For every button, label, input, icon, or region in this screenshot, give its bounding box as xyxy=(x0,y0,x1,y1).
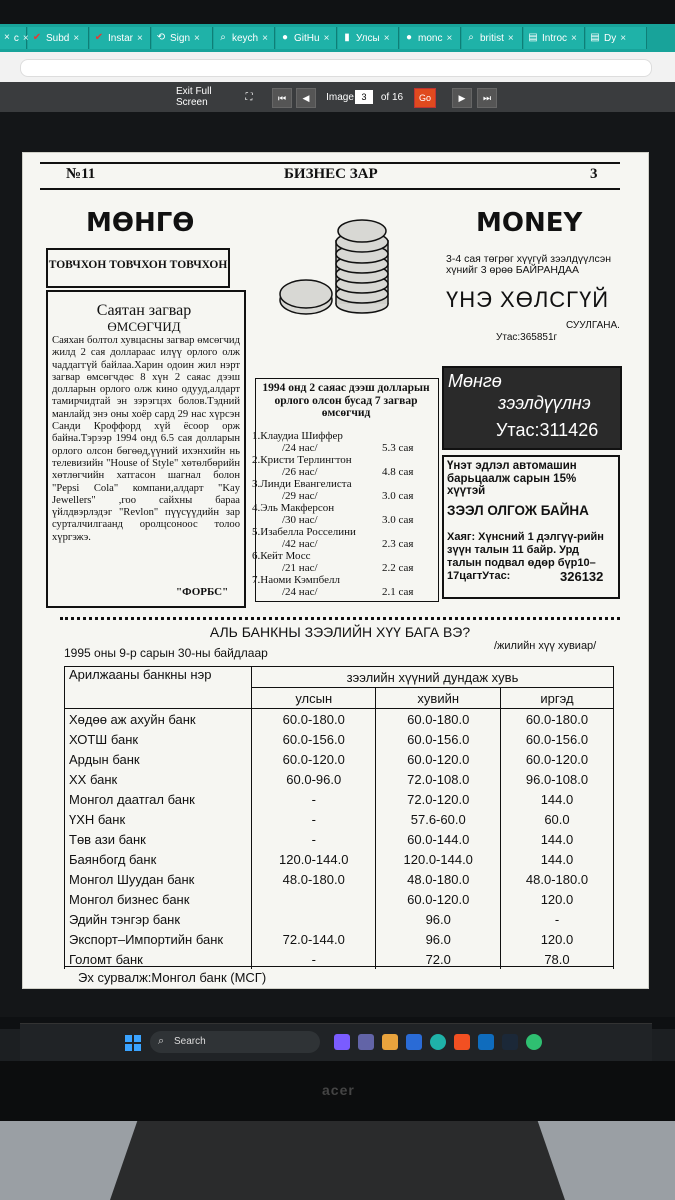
ad1-headline: ҮНЭ ХӨЛСГҮЙ xyxy=(446,287,610,312)
rate-cell: 120.0-144.0 xyxy=(252,849,376,869)
last-page-button[interactable]: ⏭ xyxy=(477,88,497,108)
browser-tab[interactable] xyxy=(524,27,585,49)
bank-table-date: 1995 оны 9-р сарын 30-ны байдлаар xyxy=(64,646,268,660)
ad3-address: Хаяг: Хүнсний 1 дэлгүү-рийн зүүн талын 11 байр. Урд талын подвал өдөр бүр10–17цагтУтас: xyxy=(447,531,604,582)
model-income: 2.2 сая xyxy=(382,562,414,574)
model-income: 3.0 сая xyxy=(382,514,414,526)
rate-cell: 144.0 xyxy=(500,789,613,809)
rate-cell: 60.0 xyxy=(500,809,613,829)
image-number-input[interactable]: 3 xyxy=(355,90,373,104)
table-row xyxy=(65,869,614,889)
tab-close-icon[interactable]: × xyxy=(446,32,453,44)
banner-box xyxy=(46,248,230,288)
ad2-line2: зээлдүүлнэ xyxy=(498,393,591,413)
tab-label: britist xyxy=(480,32,504,44)
address-bar[interactable] xyxy=(20,59,652,77)
image-count-label: of 16 xyxy=(380,91,404,103)
bank-name-cell: Баянбогд банк xyxy=(65,849,252,869)
taskbar-search-box[interactable]: Search xyxy=(150,1031,320,1053)
model-income: 5.3 сая xyxy=(382,442,414,454)
ad1-text: 3-4 сая төгрөг хүүгүй зээлдүүлсэн хүнийг 3 өрөө БАЙРАНДАА xyxy=(446,253,612,276)
bank-table-title: АЛЬ БАНКНЫ ЗЭЭЛИЙН ХҮҮ БАГА ВЭ? xyxy=(209,624,471,640)
model-age: /24 нас/ xyxy=(282,586,318,598)
table-header-row xyxy=(65,667,614,688)
ad3-box xyxy=(442,455,620,599)
model-income: 4.8 сая xyxy=(382,466,414,478)
model-age: /42 нас/ xyxy=(282,538,318,550)
table-bottom-rule xyxy=(64,966,614,967)
model-name: 5.Изабелла Росселини xyxy=(252,526,356,538)
ad2-box xyxy=(442,366,622,450)
bank-rates-table xyxy=(64,666,614,969)
document-icon: ▤ xyxy=(528,32,538,43)
bank-name-cell: Эдийн тэнгэр банк xyxy=(65,909,252,929)
rate-cell: 120.0 xyxy=(500,929,613,949)
tab-label: GitHu xyxy=(294,32,320,44)
model-name: 6.Кейт Мосс xyxy=(252,550,311,562)
rate-cell: 60.0-156.0 xyxy=(376,729,500,749)
table-row xyxy=(65,769,614,789)
search-icon: ⌕ xyxy=(468,32,474,43)
file-explorer-icon[interactable] xyxy=(382,1034,398,1050)
bank-table-unit: /жилийн хүү хувиар/ xyxy=(494,640,597,652)
outlook-icon[interactable] xyxy=(478,1034,494,1050)
model-age: /30 нас/ xyxy=(282,514,318,526)
model-name: 4.Эль Макферсон xyxy=(252,502,335,514)
rate-cell: 72.0 xyxy=(376,949,500,969)
first-page-button[interactable]: ⏮ xyxy=(272,88,292,108)
rate-cell: 120.0-144.0 xyxy=(376,849,500,869)
model-age: /24 нас/ xyxy=(282,442,318,454)
rate-cell: 144.0 xyxy=(500,829,613,849)
rate-cell: 57.6-60.0 xyxy=(376,809,500,829)
rate-cell: 120.0 xyxy=(500,889,613,909)
rate-cell: - xyxy=(252,949,376,969)
rate-cell xyxy=(252,889,376,909)
issue-number: №11 xyxy=(66,166,96,182)
header-ulsyn: улсын xyxy=(252,688,376,709)
rate-cell: 48.0-180.0 xyxy=(252,869,376,889)
ad1-phone: Утас:365851г xyxy=(496,332,558,343)
tab-close-icon[interactable]: × xyxy=(22,32,29,44)
tab-label: Introc xyxy=(542,32,568,44)
rate-cell: 60.0-180.0 xyxy=(376,709,500,730)
article-body: Саяхан болтол хувцасны загвар өмсөгчид жилд 2 сая доллараас илүү орлого олж чаддаггүй байлаа.Харин одоин жил нэрт загвар өмсөгчдөс 8 хүн 2 саяас дээш долларын орлого олж кино одууд,алдарт тамирчидтай эн зэрэгцэх болов.Тэдний манлайд энэ оны хоёр сард 29 нас хүрсэн Санди Кроффорд хүй ёсоор орж байна.Тэрээр 1994 онд 6.5 сая долларын орлого олсон бөгөөд,үүний ихэнхийн нь телевизийн "House of Style" хөтөлбөрийн хөтлөгчийн хатгасон шагнал болон "Pepsi Cola" компани,алдарт "Kay Jewellers" ,гоо сайхны бараа үйлдвэрлэдэг "Revlon" пүүсүүдийн зар сурталчилгаанд оролцсоноос толоо хүргэжэ. xyxy=(52,335,240,543)
rate-cell: - xyxy=(252,789,376,809)
edge-icon[interactable] xyxy=(430,1034,446,1050)
tab-close-icon[interactable]: × xyxy=(262,32,268,44)
header-bank-name: Арилжааны банкны нэр xyxy=(65,667,252,709)
tab-close-icon[interactable]: × xyxy=(137,32,143,44)
office-icon[interactable] xyxy=(454,1034,470,1050)
bank-name-cell: Голомт банк xyxy=(65,949,252,969)
table-row xyxy=(65,709,614,730)
rate-cell: 72.0-144.0 xyxy=(252,929,376,949)
rate-cell: 96.0-108.0 xyxy=(500,769,613,789)
copilot-icon[interactable] xyxy=(334,1034,350,1050)
browser-tab[interactable] xyxy=(0,27,27,49)
teams-icon[interactable] xyxy=(358,1034,374,1050)
close-icon: × xyxy=(4,32,10,43)
tab-close-icon[interactable]: × xyxy=(73,32,80,44)
page-number: 3 xyxy=(590,166,598,182)
image-viewer-toolbar xyxy=(0,82,675,112)
rate-cell: 60.0-120.0 xyxy=(252,749,376,769)
title-money: MONEY xyxy=(476,208,583,238)
tab-label: keych xyxy=(232,32,259,44)
next-page-button[interactable]: ▶ xyxy=(452,88,472,108)
bank-name-cell: Экспорт–Импортийн банк xyxy=(65,929,252,949)
tab-label: Sign xyxy=(170,32,191,44)
section-divider xyxy=(60,617,620,620)
rate-cell: 144.0 xyxy=(500,849,613,869)
rate-cell: 60.0-180.0 xyxy=(252,709,376,730)
github-icon: ● xyxy=(405,32,413,43)
rate-cell: 60.0-120.0 xyxy=(376,889,500,909)
image-label: Image xyxy=(326,91,354,103)
model-name: 3.Линди Евангелиста xyxy=(252,478,352,490)
windows-start-icon[interactable] xyxy=(125,1035,141,1051)
tab-close-icon[interactable]: × xyxy=(507,32,514,44)
rate-cell: 48.0-180.0 xyxy=(376,869,500,889)
bank-name-cell: Монгол Шуудан банк xyxy=(65,869,252,889)
browser-tab-bar xyxy=(0,24,675,52)
browser-tab[interactable] xyxy=(586,27,647,49)
github-icon: ● xyxy=(281,32,289,43)
tab-label: Instar xyxy=(108,32,134,44)
model-income: 3.0 сая xyxy=(382,490,414,502)
browser-tab[interactable] xyxy=(400,27,461,49)
bookmark-icon: ▮ xyxy=(344,32,350,43)
bank-name-cell: ХХ банк xyxy=(65,769,252,789)
header-rule-bottom xyxy=(40,188,620,190)
model-income: 2.1 сая xyxy=(382,586,414,598)
rate-cell: 72.0-120.0 xyxy=(376,789,500,809)
bank-name-cell: Төв ази банк xyxy=(65,829,252,849)
table-row xyxy=(65,889,614,909)
go-button[interactable]: Go xyxy=(414,88,436,108)
table-row xyxy=(65,809,614,829)
article-title: Саятан загвар xyxy=(96,302,192,319)
steam-icon[interactable] xyxy=(502,1034,518,1050)
table-row xyxy=(65,929,614,949)
rate-cell: - xyxy=(252,809,376,829)
search-icon: ⌕ xyxy=(158,1035,165,1047)
model-name: 1.Клаудиа Шиффер xyxy=(252,430,343,442)
rate-cell: 60.0-96.0 xyxy=(252,769,376,789)
ad3-phone: 326132 xyxy=(560,569,604,584)
tab-label: Subd xyxy=(46,32,70,44)
browser-tab[interactable] xyxy=(214,27,275,49)
title-mongo: МӨНГӨ xyxy=(86,208,195,238)
article-source: "ФОРБС" xyxy=(176,586,229,598)
tab-label: c xyxy=(13,32,19,44)
ad3-text: Үнэт эдлэл автомашин барьцаалж сарын 15% хүүтэй xyxy=(447,460,577,497)
search-icon: ⌕ xyxy=(220,32,226,43)
rate-cell: 60.0-144.0 xyxy=(376,829,500,849)
model-income: 2.3 сая xyxy=(382,538,414,550)
table-row xyxy=(65,789,614,809)
header-rule-top xyxy=(40,162,620,164)
rate-cell: 60.0-180.0 xyxy=(500,709,613,730)
link-icon: ⟲ xyxy=(156,32,166,43)
browser-tab[interactable] xyxy=(90,27,151,49)
table-row xyxy=(65,729,614,749)
tab-label: monc xyxy=(418,32,443,44)
exit-full-screen-button[interactable]: Exit Full Screen xyxy=(176,86,212,108)
prev-page-button[interactable]: ◀ xyxy=(296,88,316,108)
bank-name-cell: Хөдөө аж ахуйн банк xyxy=(65,709,252,730)
rate-cell: 60.0-156.0 xyxy=(252,729,376,749)
bank-name-cell: Монгол бизнес банк xyxy=(65,889,252,909)
tab-close-icon[interactable]: × xyxy=(323,32,330,44)
model-age: /21 нас/ xyxy=(282,562,318,574)
tab-close-icon[interactable]: × xyxy=(194,32,200,44)
bank-name-cell: ҮХН банк xyxy=(65,809,252,829)
windows-taskbar xyxy=(20,1023,652,1062)
ad3-headline: ЗЭЭЛ ОЛГОЖ БАЙНА xyxy=(447,503,589,518)
rate-cell: 60.0-120.0 xyxy=(376,749,500,769)
tab-label: Улсы xyxy=(356,32,380,44)
browser-tab[interactable] xyxy=(28,27,89,49)
browser-toolbar xyxy=(0,52,675,83)
tab-close-icon[interactable]: × xyxy=(620,32,627,44)
ad2-phone: Утас:311426 xyxy=(496,420,599,440)
monitor-brand-logo: acer xyxy=(322,1082,355,1098)
header-khuviin: хувийн xyxy=(376,688,500,709)
document-icon: ▤ xyxy=(590,32,600,43)
coins-illustration-icon xyxy=(272,212,398,322)
bank-name-cell: ХОТШ банк xyxy=(65,729,252,749)
table-row xyxy=(65,909,614,929)
rate-cell xyxy=(252,909,376,929)
monitor-stand xyxy=(110,1121,565,1200)
article-subtitle: ӨМСӨГЧИД xyxy=(107,319,181,334)
checkmark-icon: ✔ xyxy=(94,32,104,43)
rate-cell: 60.0-120.0 xyxy=(500,749,613,769)
rate-cell: 48.0-180.0 xyxy=(500,869,613,889)
table-row xyxy=(65,849,614,869)
store-icon[interactable] xyxy=(406,1034,422,1050)
rate-cell: 96.0 xyxy=(376,909,500,929)
rate-cell: 96.0 xyxy=(376,929,500,949)
model-age: /26 нас/ xyxy=(282,466,318,478)
model-name: 2.Кристи Терлингтон xyxy=(252,454,352,466)
ad1-tail: СУУЛГАНА. xyxy=(566,320,620,331)
bank-table-source: Эх сурвалж:Монгол банк (МСГ) xyxy=(78,970,267,985)
fullscreen-icon[interactable]: ⛶ xyxy=(245,91,253,103)
rate-cell: 60.0-156.0 xyxy=(500,729,613,749)
browser-tab[interactable] xyxy=(152,27,213,49)
edge-dev-icon[interactable] xyxy=(526,1034,542,1050)
model-name: 7.Наоми Кэмпбелл xyxy=(252,574,340,586)
tab-close-icon[interactable]: × xyxy=(571,32,577,44)
rate-cell: - xyxy=(252,829,376,849)
header-rate-group: зээлийн хүүний дундаж хувь xyxy=(252,667,614,688)
ad2-line1: Мөнгө xyxy=(448,371,502,391)
rate-cell: 78.0 xyxy=(500,949,613,969)
rate-cell: - xyxy=(500,909,613,929)
rate-cell: 72.0-108.0 xyxy=(376,769,500,789)
monitor-top-bezel xyxy=(0,0,675,24)
bank-name-cell: Ардын банк xyxy=(65,749,252,769)
models-list-title: 1994 онд 2 саяас дээш долларын орлого олсон бусад 7 загвар өмсөгчид xyxy=(262,382,430,419)
browser-tab[interactable] xyxy=(462,27,523,49)
model-age: /29 нас/ xyxy=(282,490,318,502)
checkmark-icon: ✔ xyxy=(32,32,42,43)
bank-name-cell: Монгол даатгал банк xyxy=(65,789,252,809)
banner-text: ТОВЧХОН ТОВЧХОН ТОВЧХОН xyxy=(48,259,228,271)
tab-label: Dy xyxy=(604,32,617,44)
browser-tab[interactable] xyxy=(338,27,399,49)
browser-tab[interactable] xyxy=(276,27,337,49)
section-title: БИЗНЕС ЗАР xyxy=(284,166,378,182)
table-row xyxy=(65,829,614,849)
table-row xyxy=(65,749,614,769)
tab-close-icon[interactable]: × xyxy=(383,32,390,44)
header-irged: иргэд xyxy=(500,688,613,709)
